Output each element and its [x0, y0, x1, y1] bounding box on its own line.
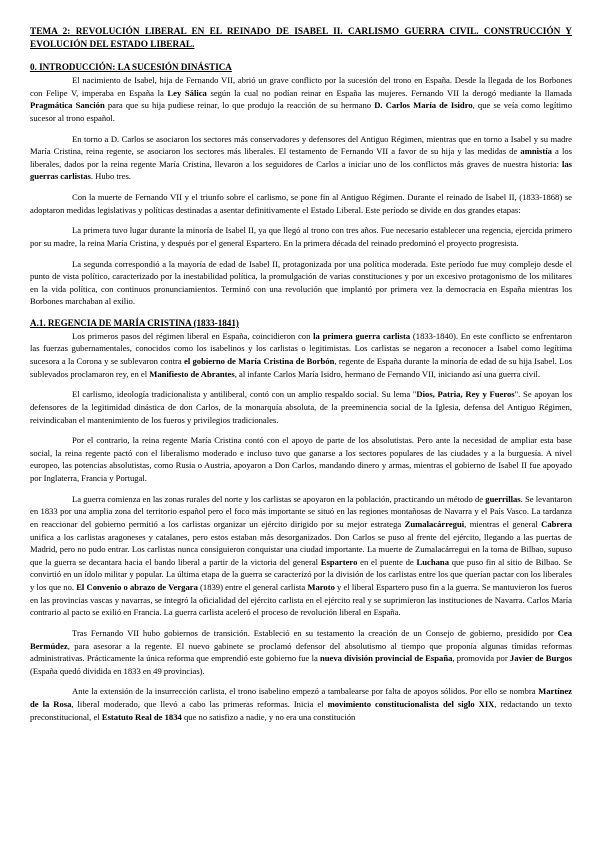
paragraph: La segunda correspondió a la mayoría de edad de Isabel II, protagonizada por una política moderada. Este período fue muy complejo desde el punto de vista político, caracterizado por la inestabilidad política, la promulgación de varias constituciones y por un excesivo protagonismo de los militares en la vida política, con continuos pronunciamientos. Terminó con una revolución que implantó por primera vez la democracia en España mientras los Borbones marchaban al exilio.	[30, 258, 572, 307]
paragraph: En torno a D. Carlos se asociaron los sectores más conservadores y defensores del Antiguo Régimen, mientras que en torno a Isabel y su madre María Cristina, reina regente, se asociaron los sectores más liberales. El testamento de Fernando VII a favor de su hija y las medidas de amnistía a los liberales, dados por la reina regente María Cristina, llevaron a los seguidores de Carlos a iniciar uno de los conflictos más graves de nuestra historia: las guerras carlistas. Hubo tres.	[30, 133, 573, 182]
paragraph: Los primeros pasos del régimen liberal en España, coincidieron con la primera guerra carlista (1833-1840). En este conflicto se enfrentaron las fuerzas gubernamentales, conocidos como los isabelinos y los carlistas o legitimistas. Los carlistas se negaron a reconocer a Isabel como legítima sucesora a la Corona y se sublevaron contra el gobierno de María Cristina de Borbón, regente de España durante la minoría de edad de su hija Isabel. Los sublevados proclamaron rey, en el Manifiesto de Abrantes, al infante Carlos María Isidro, hermano de Fernando VII, iniciando así una guerra civil.	[30, 330, 573, 379]
document-title: TEMA 2: REVOLUCIÓN LIBERAL EN EL REINADO DE ISABEL II. CARLISMO GUERRA CIVIL. CONSTRUCCIÓN Y EVOLUCIÓN DEL ESTADO LIBERAL.	[30, 27, 572, 51]
paragraph: Por el contrario, la reina regente María Cristina contó con el apoyo de parte de los absolutistas. Pero ante la necesidad de ampliar esta base social, la reina regente pactó con el liberalismo moderado e incluso tuvo que ganarse a los sectores populares de las ciudades y a la burguesía. A nivel europeo, las potencias absolutistas, como Rusia o Austria, apoyaron a Don Carlos, mandando dinero y armas, mientras el gobierno de Isabel II fue apoyado por Inglaterra, Francia y Portugal.	[30, 435, 572, 484]
section-heading-introduccion: 0. INTRODUCCIÓN: LA SUCESIÓN DINÁSTICA	[30, 62, 232, 73]
paragraph: Tras Fernando VII hubo gobiernos de transición. Estableció en su testamento la creación de un Consejo de gobierno, presidido por Cea Bermúdez, para asesorar a la regente. El nuevo gabinete se proclamó defensor del absolutismo al tiempo que proponía algunas tímidas reformas administrativas. Prácticamente la única reforma que emprendió este gobierno fue la nueva división provincial de España, promovida por Javier de Burgos (España quedó dividida en 1833 en 49 provincias).	[30, 627, 572, 676]
paragraph: El nacimiento de Isabel, hija de Fernando VII, abrió un grave conflicto por la sucesión del trono en España. Desde la llegada de los Borbones con Felipe V, imperaba en España la Ley Sálica según la cual no podían reinar en España las mujeres. Fernando VII la derogó mediante la llamada Pragmática Sanción para que su hija pudiese reinar, lo que produjo la reacción de su hermano D. Carlos María de Isidro, que se veía como legítimo sucesor al trono español.	[30, 75, 572, 123]
bold-term: Maroto	[307, 582, 335, 593]
paragraph: La guerra comienza en las zonas rurales del norte y los carlistas se apoyaron en la población, practicando un método de guerrillas. Se levantaron en 1833 por una amplia zona del territorio español pero el foco más importante se situó en las regiones montañosas de Navarra y el País Vasco. La tardanza en reaccionar del gobierno permitió a los carlistas organizar un ejército dirigido por su mejor estratega Zumalacárregui, mientras el general Cabrera unifica a los carlistas aragoneses y catalanes, pero estos estaban más desorganizados. Don Carlos se puso al frente del ejército, llegando a las puertas de Madrid, pero no pudo entrar. Los carlistas nunca consiguieron conquistar una ciudad importante. La muerte de Zumalacárregui en la toma de Bilbao, supuso que la guerra se decantara hacia el bando liberal a partir de la victoria del general Espartero en el puente de Luchana que puso fin al sitio de Bilbao. Se convirtió en un ídolo militar y popular. La última etapa de la guerra se caracterizó por la división de los carlistas entre los que querían pactar con los liberales y los que no. El Convenio o abrazo de Vergara (1839) entre el general carlista Maroto y el liberal Espartero puso fin a la guerra. Se mantuvieron los fueros en las provincias vascas y navarras, se integró la oficialidad del ejército carlista en el ejército real y se suprimieron las instituciones de Navarra. Carlos María contrario al pacto se exilió en Francia. La guerra carlista aceleró el proceso de revolución liberal en España.	[30, 493, 573, 618]
paragraph: El carlismo, ideología tradicionalista y antiliberal, contó con un amplio respaldo social. Su lema "Dios, Patria, Rey y Fueros". Se apoyan los defensores de la legitimidad dinástica de don Carlos, de la monarquía absoluta, de la preeminencia social de la Iglesia, defensa del Antiguo Régimen, reivindicaban el mantenimiento de los fueros y privilegios tradicionales.	[30, 389, 572, 425]
paragraph: Con la muerte de Fernando VII y el triunfo sobre el carlismo, se pone fin al Antiguo Régimen. Durante el reinado de Isabel II, (1833-1868) se adoptaron medidas legislativas y políticas destinadas a asentar definitivamente el Estado Liberal. Este período se divide en dos grandes etapas:	[30, 192, 572, 215]
bold-term: El Convenio o abrazo de Vergara	[76, 582, 198, 593]
paragraph: Ante la extensión de la insurrección carlista, el trono isabelino empezó a tambalearse por falta de apoyos sólidos. Por ello se nombra Martínez de la Rosa, liberal moderado, que llevó a cabo las primeras reformas. Inicia el movimiento constitucionalista del siglo XIX, redactando un texto preconstitucional, el Estatuto Real de 1834 que no satisfizo a nadie, y no era una constitución	[30, 686, 572, 722]
paragraph: La primera tuvo lugar durante la minoría de Isabel II, ya que llegó al trono con tres años. Fue necesario establecer una regencia, ejercida primero por su madre, la reina María Cristina, y después por el general Espartero. En la primera década del reinado predominó el proyecto progresista.	[30, 225, 572, 248]
section-heading-regencia: A.1. REGENCIA DE MARÍA CRISTINA (1833-1841)	[30, 318, 239, 329]
